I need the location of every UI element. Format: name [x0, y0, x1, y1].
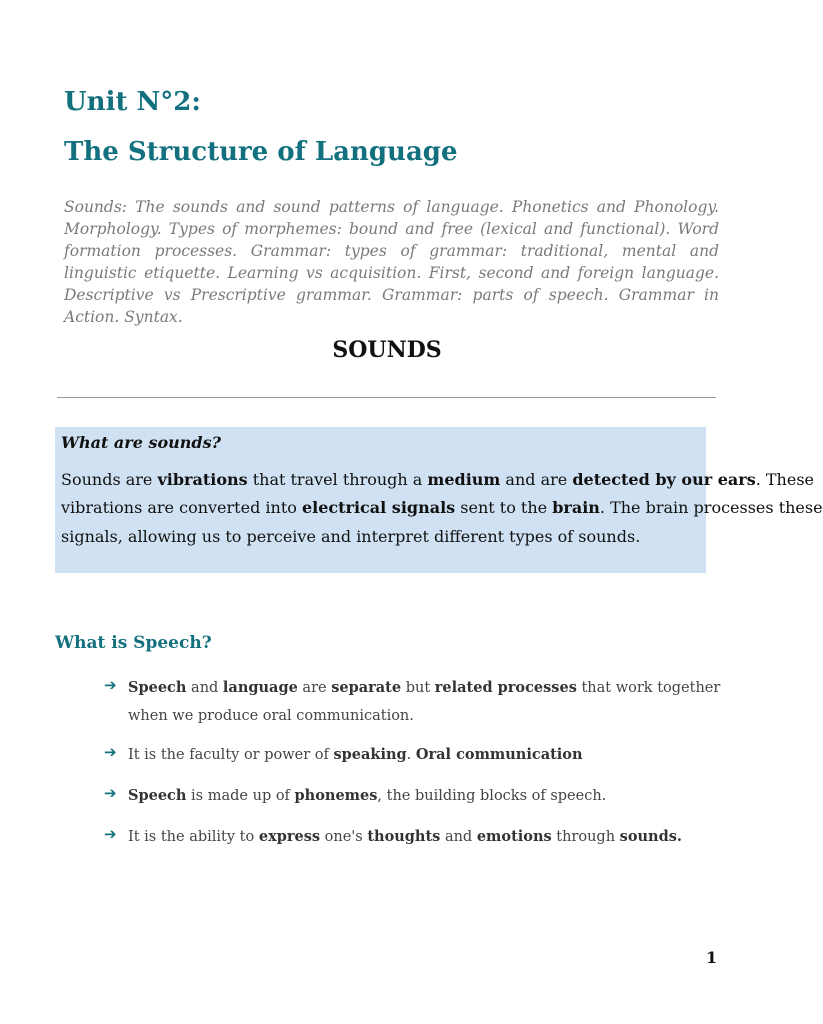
unit-title: Unit N°2: — [64, 87, 201, 117]
emphasis-text: emotions — [476, 828, 552, 845]
callout-line-2 — [61, 497, 823, 519]
callout-title: What are sounds? — [61, 433, 221, 452]
emphasis-text: Speech — [128, 679, 187, 696]
body-text: Sounds are — [61, 470, 158, 489]
arrow-right-icon: ➔ — [104, 825, 117, 843]
body-text: It is the ability to — [128, 829, 259, 845]
emphasis-text: speaking — [333, 746, 407, 763]
section-divider — [57, 397, 716, 398]
emphasis-text: phonemes — [294, 787, 378, 804]
speech-bullet-text — [128, 823, 724, 851]
arrow-right-icon: ➔ — [104, 784, 117, 802]
body-text: . These — [755, 470, 814, 489]
sounds-heading: SOUNDS — [332, 337, 442, 363]
speech-bullet-text — [128, 674, 724, 730]
body-text: through — [551, 829, 620, 845]
body-text: that travel through a — [247, 470, 428, 489]
arrow-right-icon: ➔ — [104, 743, 117, 761]
emphasis-text: Speech — [128, 787, 187, 804]
emphasis-text: electrical signals — [301, 498, 456, 517]
speech-bullet-text — [128, 782, 724, 810]
emphasis-text: express — [258, 828, 321, 845]
body-text: signals, allowing us to perceive and interpret different types of sounds. — [61, 527, 641, 546]
emphasis-text: vibrations — [157, 470, 248, 489]
emphasis-text: detected by our ears — [572, 470, 756, 489]
body-text: are — [297, 680, 332, 696]
unit-summary: Sounds: The sounds and sound patterns of language. Phonetics and Phonology. Morphology. Types of morphemes: bound and free (lexical and functional). Word formation processes. Grammar: types of grammar: traditional, mental and linguistic etiquette. Learning vs acquisition. First, second and foreign language. Descriptive vs Prescriptive grammar. Grammar: parts of speech. Grammar in Action. Syntax. — [64, 198, 719, 326]
emphasis-text: separate — [331, 679, 402, 696]
emphasis-text: related processes — [434, 679, 577, 696]
body-text: one's — [320, 829, 368, 845]
sounds-callout-box — [55, 427, 823, 573]
arrow-right-icon: ➔ — [104, 676, 117, 694]
body-text: but — [401, 680, 435, 696]
emphasis-text: brain — [552, 498, 600, 517]
body-text: and are — [500, 470, 573, 489]
body-text: vibrations are converted into — [61, 498, 302, 517]
emphasis-text: medium — [427, 470, 501, 489]
emphasis-text: sounds. — [619, 828, 682, 845]
speech-heading: What is Speech? — [55, 633, 212, 653]
body-text: that work together when we produce oral communication. — [128, 680, 721, 724]
body-text: is made up of — [186, 788, 295, 804]
callout-line-1 — [61, 469, 814, 491]
body-text: sent to the — [455, 498, 553, 517]
speech-bullet-text — [128, 741, 724, 769]
emphasis-text: language — [222, 679, 298, 696]
page-number: 1 — [706, 948, 718, 967]
body-text: , the building blocks of speech. — [377, 788, 607, 804]
callout-line-3 — [61, 526, 640, 548]
unit-subtitle: The Structure of Language — [64, 137, 458, 167]
emphasis-text: Oral communication — [415, 746, 583, 763]
body-text: . — [406, 747, 416, 763]
body-text: and — [440, 829, 477, 845]
emphasis-text: thoughts — [367, 828, 441, 845]
body-text: It is the faculty or power of — [128, 747, 334, 763]
body-text: . The brain processes these — [599, 498, 823, 517]
body-text: and — [186, 680, 223, 696]
